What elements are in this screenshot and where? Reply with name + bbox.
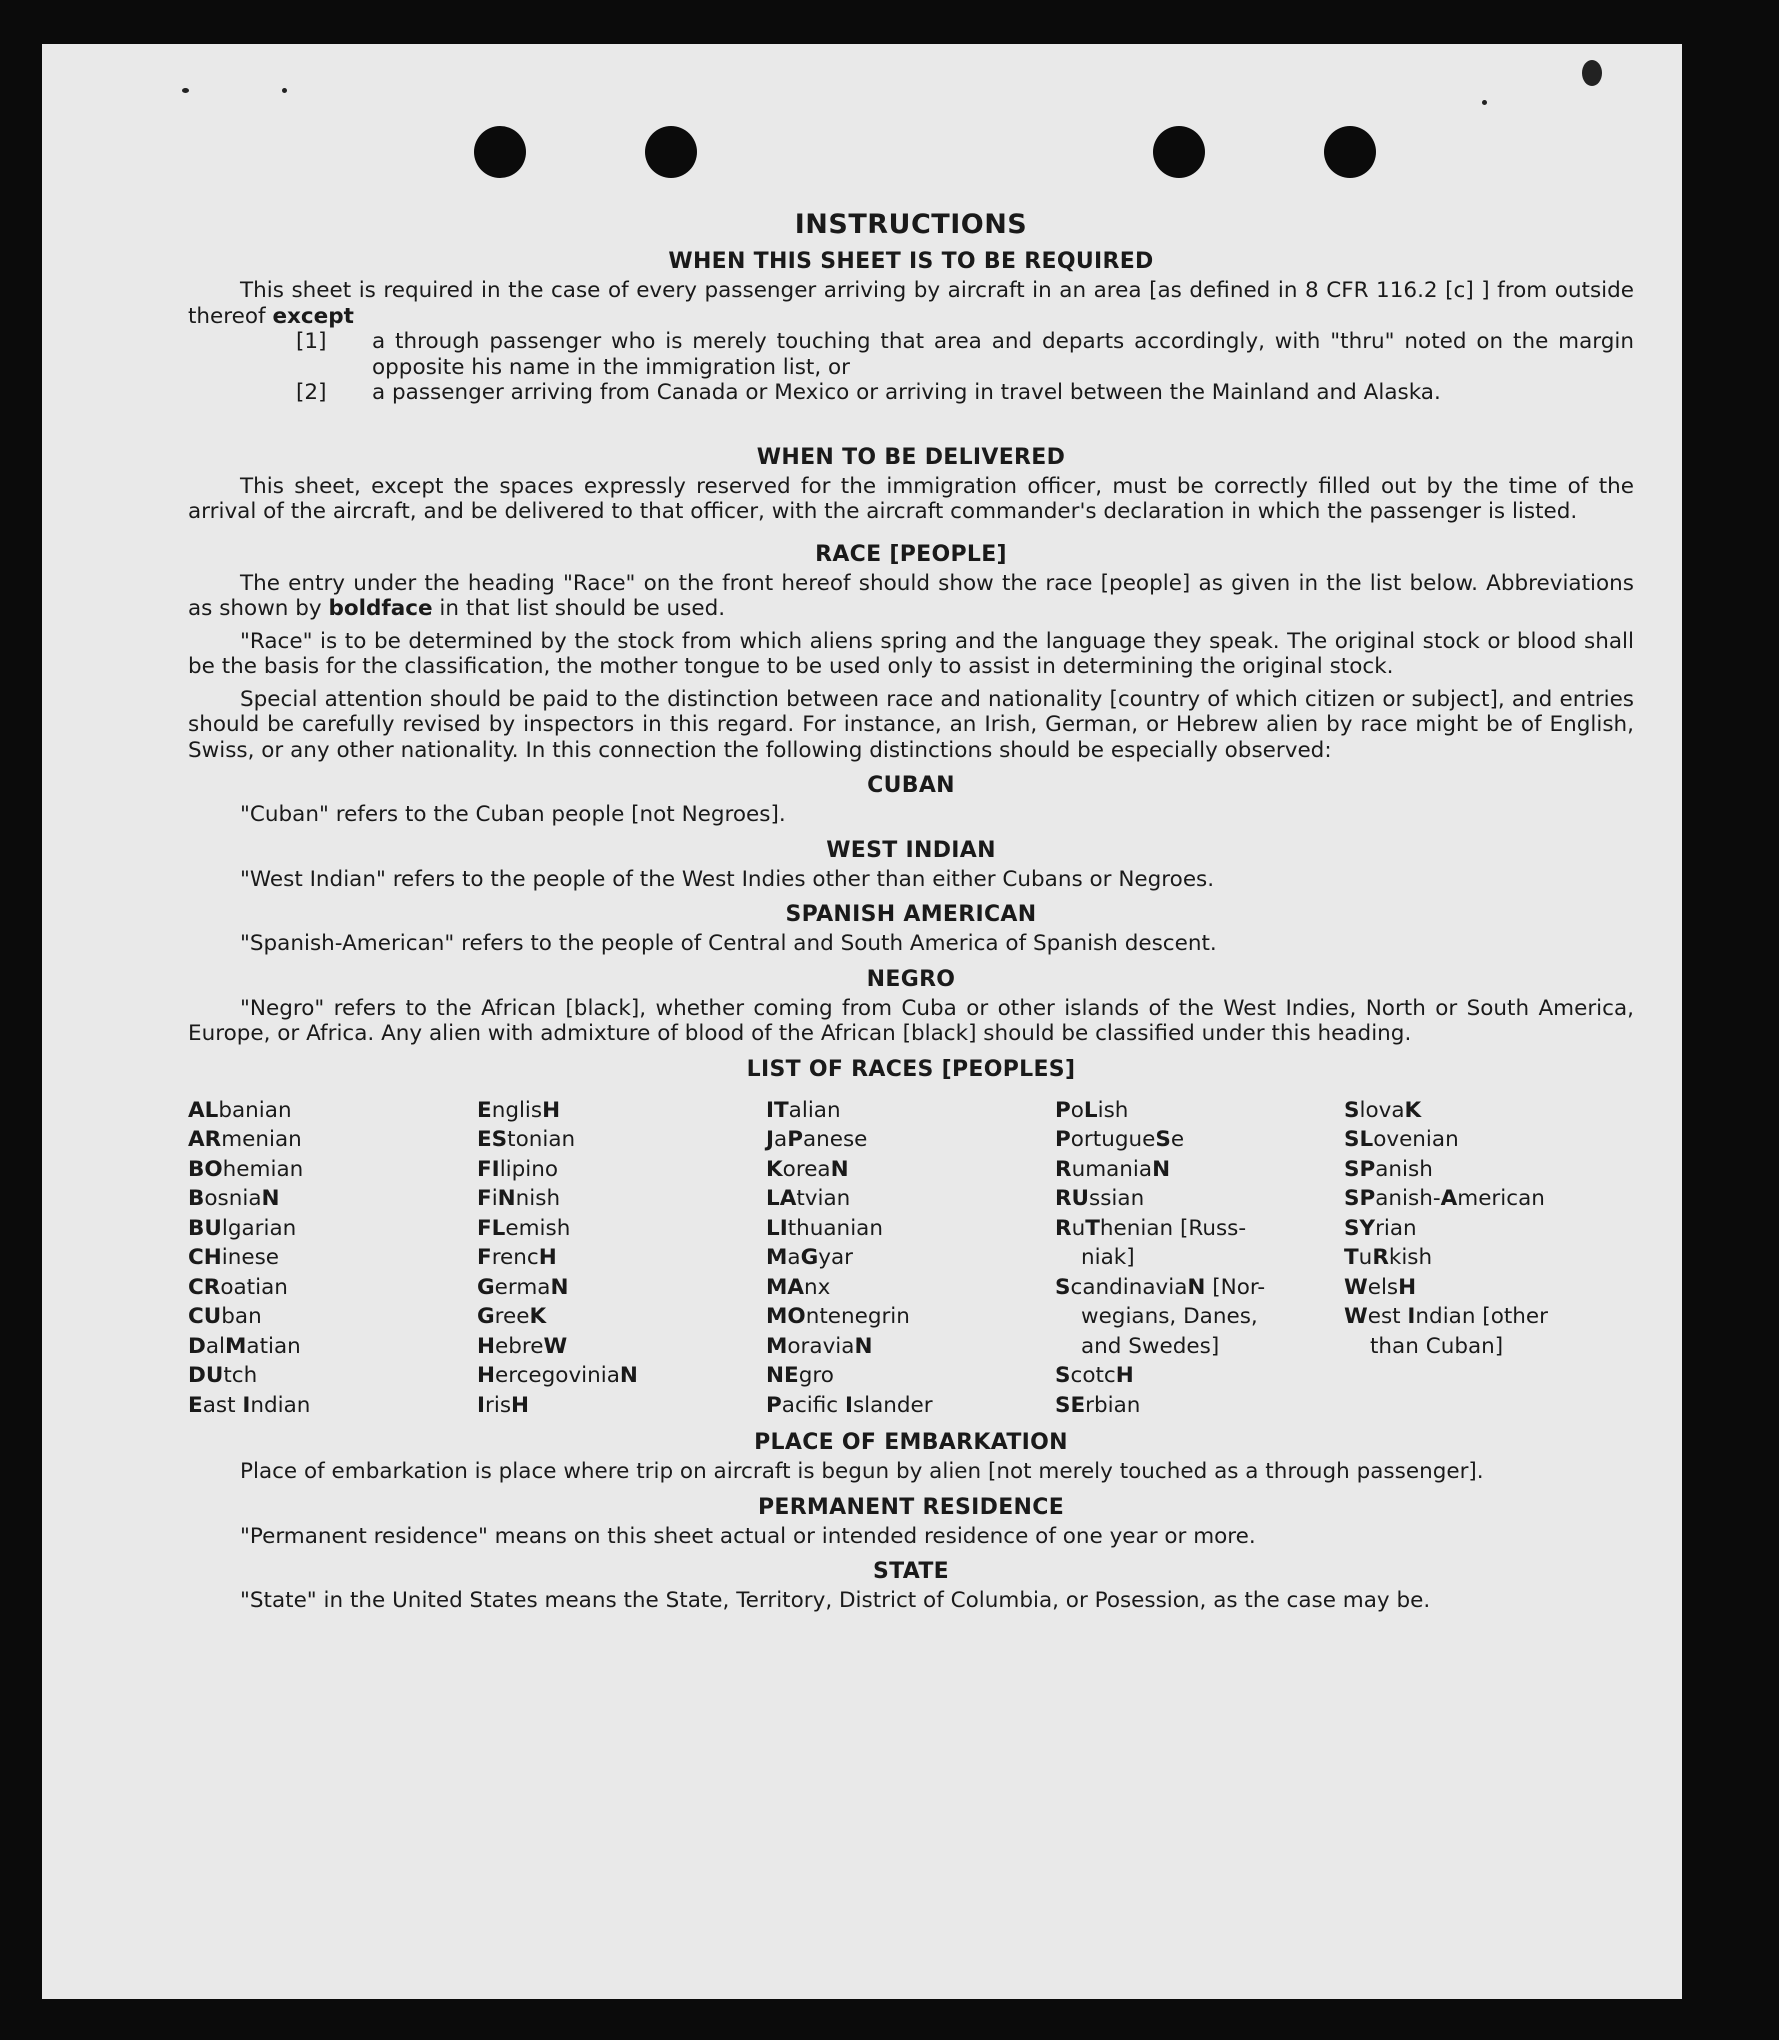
race-entry: BOhemian <box>188 1156 304 1182</box>
race-abbreviation-letters: N <box>497 1186 516 1211</box>
race-abbreviation-letters: BU <box>188 1215 222 1241</box>
race-entry: SPanish-American <box>1344 1186 1545 1211</box>
race-entry: CRoatian <box>188 1274 288 1300</box>
heading-permanent-residence: PERMANENT RESIDENCE <box>757 1494 1065 1520</box>
race-abbreviation-letters: H <box>477 1363 495 1388</box>
race-entry: GreeK <box>477 1304 547 1329</box>
race-abbreviation-letters: SP <box>1344 1186 1376 1211</box>
speck <box>282 88 287 93</box>
race-abbreviation-letters: N <box>854 1333 873 1359</box>
race-abbreviation-letters: N <box>1187 1274 1206 1300</box>
race-abbreviation-letters: M <box>766 1245 788 1270</box>
race-abbreviation-letters: G <box>800 1245 819 1270</box>
race-abbreviation-letters: ES <box>477 1127 508 1152</box>
race-abbreviation-letters: H <box>538 1245 557 1270</box>
punch-hole <box>474 126 526 178</box>
race-entry: DUtch <box>188 1363 258 1388</box>
race-entry: BUlgarian <box>188 1215 297 1241</box>
race-abbreviation-letters: DU <box>188 1363 224 1388</box>
race-abbreviation-letters: CR <box>188 1274 221 1300</box>
race-entry: LAtvian <box>766 1186 851 1211</box>
item-number: [2] <box>296 380 327 405</box>
race-abbreviation-letters: IT <box>766 1097 789 1123</box>
heading-when-delivered: WHEN TO BE DELIVERED <box>756 444 1066 470</box>
list-item <box>188 380 1634 406</box>
race-abbreviation-letters: CU <box>188 1304 222 1329</box>
paragraph-text: in that list should be used. <box>439 596 726 621</box>
race-entry: MOntenegrin <box>766 1304 910 1329</box>
race-abbreviation-letters: K <box>529 1304 547 1329</box>
race-abbreviation-letters: F <box>477 1186 492 1211</box>
race-abbreviation-letters: J <box>766 1127 774 1152</box>
race-abbreviation-letters: AL <box>188 1097 219 1123</box>
race-abbreviation-letters: D <box>188 1333 206 1359</box>
race-abbreviation-letters: S <box>1055 1274 1071 1300</box>
race-entry: FrencH <box>477 1245 557 1270</box>
paragraph-when-delivered: This sheet, except the spaces expressly reserved for the immigration officer, must be correctly filled out by the time of the arrival of the aircraft, and be delivered to that officer, with the aircraft commander's declaration in which the passenger is listed. <box>188 473 1634 524</box>
race-abbreviation-letters: I <box>844 1392 853 1418</box>
race-abbreviation-letters: P <box>787 1127 803 1152</box>
race-abbreviation-letters: W <box>543 1333 568 1359</box>
race-abbreviation-letters: LA <box>766 1186 797 1211</box>
race-abbreviation-letters: M <box>225 1333 247 1359</box>
race-column <box>188 1096 477 1421</box>
race-abbreviation-letters: E <box>188 1392 203 1418</box>
race-abbreviation-letters: MA <box>766 1274 805 1300</box>
race-abbreviation-letters: G <box>477 1304 495 1329</box>
race-entry: RuThenian [Russ- <box>1055 1215 1247 1241</box>
paragraph-race-2: "Race" is to be determined by the stock from which aliens spring and the language they speak. The original stock or blood shall be the basis for the classification, the mother tongue to be used only to assist in determining the original stock. <box>188 628 1634 679</box>
race-entry: NEgro <box>766 1363 834 1388</box>
race-abbreviation-letters: G <box>477 1274 495 1300</box>
race-entry: BosniaN <box>188 1186 280 1211</box>
heading-spanish-american: SPANISH AMERICAN <box>785 902 1037 927</box>
race-column <box>1344 1096 1633 1421</box>
race-entry: LIthuanian <box>766 1215 883 1241</box>
paragraph-permanent-residence: "Permanent residence" means on this sheet actual or intended residence of one year or more. <box>240 1523 1256 1549</box>
paragraph-embarkation: Place of embarkation is place where trip on aircraft is begun by alien [not merely touched as a through passenger]. <box>240 1459 1484 1484</box>
race-entry: ScandinaviaN [Nor- <box>1055 1274 1266 1300</box>
paragraph-negro: "Negro" refers to the African [black], whether coming from Cuba or other islands of the West Indies, North or South America, Europe, or Africa. Any alien with admixture of blood of the African [black] should be classified under this heading. <box>188 995 1634 1046</box>
race-entry: SLovenian <box>1344 1127 1459 1152</box>
race-abbreviation-letters: I <box>477 1392 485 1418</box>
race-abbreviation-letters: NE <box>766 1363 799 1388</box>
boldface-word: boldface <box>328 596 433 621</box>
item-number: [1] <box>296 329 327 354</box>
race-abbreviation-letters: SP <box>1344 1156 1376 1182</box>
list-item <box>188 329 1634 380</box>
race-abbreviation-letters: P <box>1055 1127 1071 1152</box>
race-abbreviation-letters: K <box>766 1156 783 1182</box>
race-abbreviation-letters: S <box>1155 1127 1171 1152</box>
race-abbreviation-letters: T <box>1085 1215 1100 1241</box>
paragraph-race-1 <box>188 571 1634 622</box>
race-abbreviation-letters: H <box>1115 1363 1134 1388</box>
paragraph-text: This sheet is required in the case of every passenger arriving by aircraft in an area [as defined in 8 CFR 116.2 [c] ] from outside thereof <box>188 278 1634 329</box>
race-column <box>766 1096 1055 1421</box>
heading-state: STATE <box>873 1559 949 1584</box>
paragraph-state: "State" in the United States means the State, Territory, District of Columbia, or Posession, as the case may be. <box>240 1588 1431 1613</box>
except-word: except <box>272 303 354 329</box>
race-entry: MAnx <box>766 1274 831 1300</box>
page-title: INSTRUCTIONS <box>794 209 1028 240</box>
instructions-content <box>188 209 1634 1614</box>
race-abbreviation-letters: BO <box>188 1156 223 1182</box>
race-entry: DalMatian <box>188 1333 301 1359</box>
heading-when-required: WHEN THIS SHEET IS TO BE REQUIRED <box>668 249 1154 274</box>
document-sheet <box>42 44 1682 1999</box>
race-abbreviation-letters: CH <box>188 1245 222 1270</box>
race-entry: RumaniaN <box>1055 1156 1171 1182</box>
race-entry: HercegoviniaN <box>477 1363 638 1388</box>
race-abbreviation-letters: H <box>1398 1274 1417 1300</box>
race-abbreviation-letters: P <box>1055 1097 1071 1123</box>
speck <box>1582 60 1602 86</box>
race-entry: CHinese <box>188 1245 280 1270</box>
race-column <box>477 1096 766 1421</box>
speck <box>182 88 189 93</box>
race-abbreviation-letters: L <box>1083 1097 1098 1123</box>
race-abbreviation-letters: W <box>1344 1274 1368 1300</box>
race-abbreviation-letters: R <box>1372 1245 1389 1270</box>
race-entry: and Swedes] <box>1081 1333 1220 1359</box>
heading-embarkation: PLACE OF EMBARKATION <box>754 1430 1068 1455</box>
item-text: a through passenger who is merely touching that area and departs accordingly, with "thru" noted on the margin opposite his name in the immigration list, or <box>372 329 1634 380</box>
punch-hole <box>645 126 697 178</box>
race-entry: ARmenian <box>188 1127 302 1152</box>
race-abbreviation-letters: N <box>550 1274 569 1300</box>
race-entry: MoraviaN <box>766 1333 873 1359</box>
race-abbreviation-letters: N <box>1152 1156 1171 1182</box>
race-abbreviation-letters: T <box>1344 1245 1359 1270</box>
race-entry: niak] <box>1081 1245 1135 1270</box>
race-abbreviation-letters: W <box>1344 1304 1368 1329</box>
race-abbreviation-letters: P <box>766 1392 782 1418</box>
race-abbreviation-letters: S <box>1055 1363 1071 1388</box>
race-entry: SErbian <box>1055 1392 1141 1418</box>
race-entry: SPanish <box>1344 1156 1433 1182</box>
paragraph-spanish-american: "Spanish-American" refers to the people of Central and South America of Spanish descent. <box>240 931 1217 956</box>
speck <box>1482 100 1487 105</box>
race-entry: wegians, Danes, <box>1081 1304 1258 1329</box>
heading-negro: NEGRO <box>866 966 956 992</box>
heading-cuban: CUBAN <box>867 773 955 798</box>
race-entry: RUssian <box>1055 1186 1145 1211</box>
race-list <box>188 1096 1634 1421</box>
race-abbreviation-letters: RU <box>1055 1186 1090 1211</box>
race-abbreviation-letters: N <box>261 1186 280 1211</box>
race-abbreviation-letters: H <box>542 1097 561 1123</box>
race-abbreviation-letters: AR <box>188 1127 222 1152</box>
race-abbreviation-letters: N <box>830 1156 849 1182</box>
race-entry: ALbanian <box>188 1097 292 1123</box>
punch-hole <box>1324 126 1376 178</box>
race-abbreviation-letters: FI <box>477 1156 500 1182</box>
race-entry: ITalian <box>766 1097 841 1123</box>
race-entry: KoreaN <box>766 1156 849 1182</box>
race-abbreviation-letters: LI <box>766 1215 788 1241</box>
race-entry: PortugueSe <box>1055 1127 1185 1152</box>
race-abbreviation-letters: S <box>1344 1097 1360 1123</box>
paragraph-race-3: Special attention should be paid to the distinction between race and nationality [country of which citizen or subject], and entries should be carefully revised by inspectors in this regard. For instance, an Irish, German, or Hebrew alien by race might be of English, Swiss, or any other nationality. In this connection the following distinctions should be especially observed: <box>188 686 1634 763</box>
race-abbreviation-letters: FL <box>477 1215 506 1241</box>
heading-race: RACE [PEOPLE] <box>815 541 1007 567</box>
race-abbreviation-letters: MO <box>766 1304 806 1329</box>
race-entry: FIlipino <box>477 1156 559 1182</box>
race-abbreviation-letters: E <box>477 1097 492 1123</box>
paragraph-when-required <box>188 278 1634 329</box>
race-entry: HebreW <box>477 1333 568 1359</box>
heading-west-indian: WEST INDIAN <box>826 837 996 863</box>
race-entry: WelsH <box>1344 1274 1417 1300</box>
race-abbreviation-letters: F <box>477 1245 492 1270</box>
race-abbreviation-letters: SY <box>1344 1215 1376 1241</box>
race-entry: EnglisH <box>477 1097 561 1123</box>
race-abbreviation-letters: R <box>1055 1156 1072 1182</box>
race-abbreviation-letters: H <box>477 1333 495 1359</box>
race-column <box>1055 1096 1344 1421</box>
race-entry: West Indian [other <box>1344 1304 1548 1329</box>
heading-list-of-races: LIST OF RACES [PEOPLES] <box>746 1056 1076 1082</box>
race-abbreviation-letters: SL <box>1344 1127 1374 1152</box>
race-entry: PoLish <box>1055 1097 1129 1123</box>
paragraph-west-indian: "West Indian" refers to the people of the West Indies other than either Cubans or Negroes. <box>240 866 1215 892</box>
race-abbreviation-letters: SE <box>1055 1392 1086 1418</box>
race-entry: FiNnish <box>477 1186 561 1211</box>
race-entry: CUban <box>188 1304 262 1329</box>
item-text: a passenger arriving from Canada or Mexico or arriving in travel between the Mainland and Alaska. <box>372 380 1441 405</box>
race-abbreviation-letters: I <box>1407 1304 1416 1329</box>
race-entry: SYrian <box>1344 1215 1417 1241</box>
paragraph-text: The entry under the heading "Race" on the front hereof should show the race [people] as given in the list below. Abbreviations as shown by <box>188 570 1634 621</box>
race-entry: East Indian <box>188 1392 311 1418</box>
race-entry: IrisH <box>477 1392 530 1418</box>
race-abbreviation-letters: B <box>188 1186 205 1211</box>
race-entry: Pacific Islander <box>766 1392 933 1418</box>
punch-hole <box>1153 126 1205 178</box>
race-entry: EStonian <box>477 1127 576 1152</box>
race-entry: MaGyar <box>766 1245 853 1270</box>
race-abbreviation-letters: K <box>1404 1097 1422 1123</box>
race-entry: FLemish <box>477 1215 571 1241</box>
race-abbreviation-letters: M <box>766 1333 788 1359</box>
race-abbreviation-letters: R <box>1055 1215 1072 1241</box>
race-abbreviation-letters: I <box>242 1392 251 1418</box>
paragraph-cuban: "Cuban" refers to the Cuban people [not Negroes]. <box>240 802 786 827</box>
race-entry: GermaN <box>477 1274 569 1300</box>
race-entry: SlovaK <box>1344 1097 1422 1123</box>
race-abbreviation-letters: A <box>1440 1186 1458 1211</box>
race-abbreviation-letters: H <box>511 1392 530 1418</box>
race-entry: ScotcH <box>1055 1363 1134 1388</box>
race-abbreviation-letters: N <box>619 1363 638 1388</box>
race-entry: JaPanese <box>766 1127 868 1152</box>
race-entry: TuRkish <box>1344 1245 1433 1270</box>
race-entry: than Cuban] <box>1370 1333 1504 1359</box>
